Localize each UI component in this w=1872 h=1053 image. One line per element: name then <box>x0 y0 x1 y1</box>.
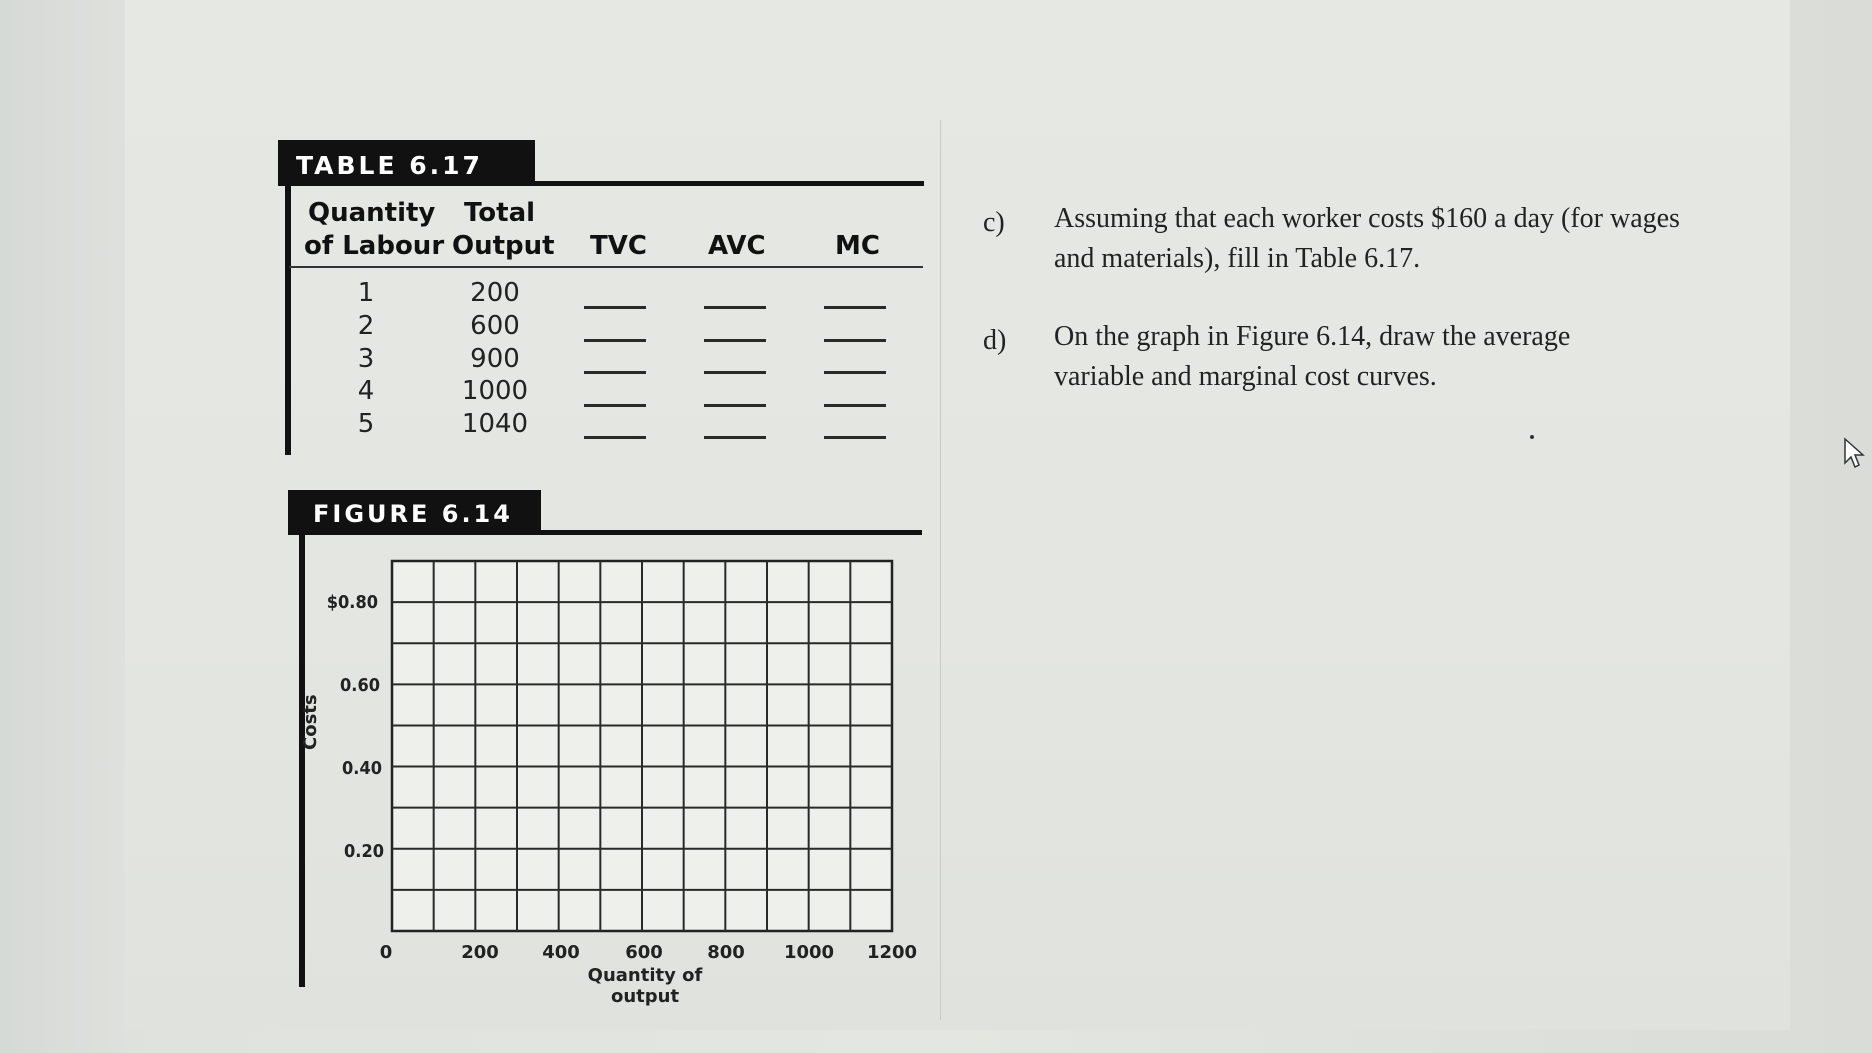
output-cell-5: 1040 <box>461 409 529 439</box>
page-crease <box>940 120 941 1020</box>
table-title: TABLE 6.17 <box>296 151 483 180</box>
table-title-tab <box>278 140 535 184</box>
x-tick-800: 800 <box>707 942 745 963</box>
x-tick-200: 200 <box>461 942 499 963</box>
tvc-blank-4[interactable] <box>584 404 646 407</box>
avc-blank-2[interactable] <box>704 339 766 342</box>
x-axis-label: Quantity of output <box>587 965 703 1007</box>
mouse-pointer-icon <box>1843 437 1865 469</box>
question-d-text: On the graph in Figure 6.14, draw the average variable and marginal cost curves. <box>1054 321 1571 392</box>
y-axis-label: Costs <box>300 694 321 750</box>
output-cell-1: 200 <box>470 278 520 308</box>
cost-graph-grid[interactable] <box>380 555 910 945</box>
header-quantity <box>304 197 445 263</box>
y-tick-0.40: 0.40 <box>342 758 382 779</box>
mc-blank-2[interactable] <box>824 339 886 342</box>
mc-blank-5[interactable] <box>824 436 886 439</box>
avc-blank-5[interactable] <box>704 436 766 439</box>
mc-blank-3[interactable] <box>824 371 886 374</box>
header-tvc: TVC <box>590 231 647 261</box>
figure-left-rule <box>299 532 305 987</box>
pen-dot <box>1530 435 1534 439</box>
avc-blank-4[interactable] <box>704 404 766 407</box>
output-cell-2: 600 <box>470 311 520 341</box>
avc-blank-3[interactable] <box>704 371 766 374</box>
output-cell-4: 1000 <box>461 376 529 406</box>
tvc-blank-2[interactable] <box>584 339 646 342</box>
header-output-line1: Total <box>464 198 536 228</box>
labour-cell-2: 2 <box>357 311 375 341</box>
avc-blank-1[interactable] <box>704 306 766 309</box>
x-tick-600: 600 <box>625 942 663 963</box>
header-mc: MC <box>835 231 880 261</box>
header-output <box>452 197 555 263</box>
x-tick-1200: 1200 <box>866 942 918 963</box>
labour-cell-3: 3 <box>357 344 375 374</box>
table-top-rule <box>278 181 924 186</box>
y-tick-0.80: $0.80 <box>326 592 378 613</box>
y-tick-0.60: 0.60 <box>340 675 380 696</box>
header-rule <box>289 266 923 268</box>
table-left-rule <box>285 183 291 455</box>
mc-blank-1[interactable] <box>824 306 886 309</box>
figure-title: FIGURE 6.14 <box>313 500 513 528</box>
question-d-letter: d) <box>983 325 1007 356</box>
question-c-letter: c) <box>983 207 1005 238</box>
x-tick-1000: 1000 <box>783 942 835 963</box>
output-cell-3: 900 <box>470 344 520 374</box>
tvc-blank-5[interactable] <box>584 436 646 439</box>
header-quantity-line2: of Labour <box>304 231 445 261</box>
figure-title-tab <box>288 490 541 533</box>
tvc-blank-3[interactable] <box>584 371 646 374</box>
header-avc: AVC <box>708 231 766 261</box>
header-output-line2: Output <box>452 231 555 261</box>
mc-blank-4[interactable] <box>824 404 886 407</box>
x-tick-400: 400 <box>542 942 580 963</box>
y-tick-0.20: 0.20 <box>344 841 384 862</box>
header-quantity-line1: Quantity <box>308 198 436 228</box>
labour-cell-1: 1 <box>357 278 375 308</box>
x-tick-0: 0 <box>379 942 393 963</box>
tvc-blank-1[interactable] <box>584 306 646 309</box>
figure-top-rule <box>288 530 922 535</box>
question-c-text: Assuming that each worker costs $160 a day (for wages and materials), fill in Table 6.17. <box>1054 203 1680 274</box>
labour-cell-4: 4 <box>357 376 375 406</box>
labour-cell-5: 5 <box>357 409 375 439</box>
